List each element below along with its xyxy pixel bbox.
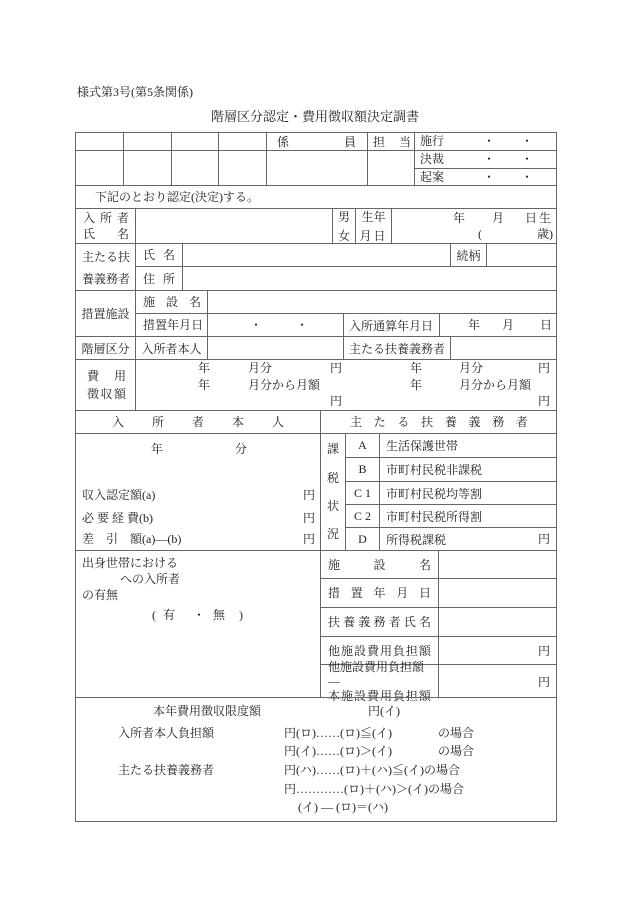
date-separator: ・ [483, 134, 496, 148]
heading-char: 扶 [421, 415, 434, 429]
other-facility-name-label [320, 550, 439, 579]
other-facility-cost-field [438, 636, 557, 665]
label-line: 主たる扶 [82, 249, 131, 264]
choice-separator: ・ [193, 608, 206, 622]
label-char: 住 [143, 271, 156, 286]
age-open-paren: ( [478, 227, 482, 241]
origin-text-line: の有無 [82, 588, 119, 602]
cost-difference-field [438, 664, 557, 698]
resident-burden-formula: 円(イ)……(ロ)＞(イ) [284, 744, 392, 758]
staff-label-char: 係 [277, 134, 290, 149]
date-separator: ・ [296, 318, 309, 332]
label-char: 所 [99, 211, 112, 225]
label-char: 措 [143, 318, 156, 332]
choice-yes: 有 [163, 608, 176, 622]
label-char: 費 [366, 643, 379, 658]
date-separator: ・ [521, 134, 534, 148]
origin-text-line: 出身世帯における [82, 556, 179, 570]
sex-female: 女 [337, 229, 350, 243]
label-char: 置 [350, 586, 363, 600]
label-line: 養義務者 [82, 271, 131, 286]
tax-desc-text: 市町村民税非課税 [386, 463, 483, 477]
condition-suffix: の場合 [438, 726, 475, 740]
label-char: 担 [405, 643, 418, 658]
placement-date-label [135, 313, 208, 337]
statement-row [75, 185, 557, 209]
approval-seal-box [218, 150, 267, 186]
label-char: 氏 [143, 248, 156, 262]
date-separator: ・ [521, 170, 534, 184]
tax-code [345, 481, 380, 505]
in-charge-label-char: 当 [398, 134, 411, 149]
label-line: 月日 [359, 229, 388, 243]
cumulative-label-text: 入所通算年月日 [349, 318, 434, 333]
label-char: 額 [418, 643, 431, 658]
tax-code [345, 457, 380, 482]
section-resident-header [75, 410, 321, 434]
label-char: 年 [167, 318, 180, 332]
month-unit: 月 [502, 318, 515, 332]
in-charge-label-char: 担 [373, 134, 386, 149]
approval-seal-cell [218, 132, 267, 151]
yen-unit: 円 [303, 511, 316, 525]
tax-desc [379, 433, 557, 458]
tax-code-text: D [358, 531, 367, 546]
label-char: 施 [143, 295, 156, 309]
guardian-address-label [135, 266, 183, 291]
label-char: 施 [328, 557, 341, 572]
label-char: 況 [327, 527, 340, 541]
relation-label [450, 243, 487, 267]
period-unit: 分 [235, 442, 248, 456]
resident-name-label [75, 208, 136, 244]
label-char: 設 [353, 643, 366, 658]
summary-equation: (イ) ― (ロ)＝(ハ) [298, 800, 388, 814]
stage-label: 決裁 [420, 152, 445, 166]
label-char: 氏 [83, 227, 96, 241]
limit-value: 円(イ) [368, 704, 400, 718]
year-unit: 年 [453, 211, 466, 225]
sex-label [332, 208, 356, 244]
label-char: 者 [388, 615, 401, 629]
cumulative-date-field [439, 313, 557, 337]
label-char: 設 [165, 295, 178, 309]
class-guardian-label [343, 336, 451, 360]
tax-code-text: B [358, 462, 367, 476]
relation-field [486, 243, 557, 267]
year-unit: 年 [198, 378, 211, 392]
age-unit: 歳) [537, 227, 553, 241]
label-char: 徴 [87, 387, 100, 401]
in-charge-label-cell [367, 132, 415, 151]
resident-name-field [135, 208, 333, 244]
stage-label: 施行 [420, 134, 445, 148]
choice-paren: ( [152, 608, 156, 622]
year-unit: 年 [198, 361, 211, 375]
label-char: 状 [327, 499, 340, 513]
tax-desc [379, 481, 557, 505]
month-unit: 月 [492, 211, 505, 225]
stage-label: 起案 [420, 170, 445, 184]
heading-char: 務 [492, 415, 505, 429]
summary-block [75, 697, 557, 822]
class-resident-label [135, 336, 208, 360]
label-char: 措 [328, 586, 341, 600]
fee-field [135, 359, 557, 411]
stage-decision [414, 150, 557, 169]
label-char: 養 [343, 615, 356, 629]
difference-row-label: 差 引 額(a)―(b) [82, 532, 182, 546]
label-char: 費 [87, 369, 100, 383]
heading-char: 者 [515, 415, 528, 429]
date-separator: ・ [521, 152, 534, 166]
placement-date-field [207, 313, 344, 337]
label-char: 務 [373, 615, 386, 629]
approval-seal-box [123, 150, 172, 186]
stage-draft [414, 168, 557, 186]
tax-code-text: C 1 [353, 485, 371, 500]
year-unit: 年 [410, 361, 423, 375]
fee-label [75, 359, 136, 411]
class-resident-field [207, 336, 344, 360]
label-char: 者 [116, 211, 129, 225]
day-unit: 日 [540, 318, 553, 332]
yen-unit: 円 [538, 361, 551, 375]
yen-unit: 円 [303, 532, 316, 546]
label-char: 置 [155, 318, 168, 332]
guardian-burden-formula: 円(ハ)……(ロ)＋(ハ)≦(イ)の場合 [284, 763, 460, 777]
date-separator: ・ [250, 318, 263, 332]
tax-desc [379, 504, 557, 528]
heading-char: 人 [271, 415, 284, 429]
label-char: 名 [116, 227, 129, 241]
condition-suffix: の場合 [438, 744, 475, 758]
class-label-text: 階層区分 [81, 341, 130, 356]
label-char: 年 [373, 586, 386, 600]
label-char: 負 [392, 643, 405, 658]
date-separator: ・ [483, 170, 496, 184]
label-char: 課 [327, 442, 340, 456]
tax-status-label [320, 433, 346, 551]
tax-code [345, 527, 380, 551]
guardian-burden-label: 主たる扶養義務者 [118, 763, 215, 777]
tax-code-text: A [358, 438, 367, 452]
yen-unit: 円 [330, 394, 343, 408]
guardian-label [75, 243, 136, 291]
label-char: 用 [379, 688, 392, 703]
facility-name-field [207, 290, 557, 314]
label-char: 設 [373, 557, 386, 572]
day-unit: 日生 [524, 211, 553, 225]
approval-seal-box [75, 150, 124, 186]
other-facility-date-label [320, 578, 439, 608]
approval-seal-cell [75, 132, 124, 151]
heading-char: 義 [468, 415, 481, 429]
label-char: 本 [328, 688, 341, 703]
sex-male: 男 [337, 210, 350, 224]
heading-char: 入 [112, 415, 125, 429]
approval-seal-cell [123, 132, 172, 151]
tax-desc-text: 市町村民税均等割 [386, 486, 483, 501]
label-char: 日 [418, 586, 431, 600]
heading-char: 養 [444, 415, 457, 429]
tax-desc [379, 457, 557, 482]
staff-seal-box [266, 150, 368, 186]
form-number: 様式第3号(第5条関係) [77, 85, 193, 99]
relation-label-text: 続柄 [456, 248, 481, 263]
income-row-label: 収入認定額(a) [82, 488, 156, 502]
label-char: 他 [328, 643, 341, 658]
label-char: 氏 [403, 615, 416, 629]
section-guardian-header [320, 410, 557, 434]
label-char: 月 [396, 586, 409, 600]
label-line: 他施設費用負担額― [328, 659, 425, 688]
label-char: 担 [405, 688, 418, 703]
other-guardian-name-label [320, 607, 439, 637]
label-char: 設 [353, 688, 366, 703]
month-unit: 月分 [459, 361, 484, 375]
page-title: 階層区分認定・費用徴収額決定調書 [210, 109, 419, 124]
tax-desc-text: 生活保護世帯 [386, 439, 459, 453]
yen-unit: 円 [537, 532, 550, 546]
class-label [75, 336, 136, 360]
guardian-burden-formula: 円…………(ロ)＋(ハ)＞(イ)の場合 [284, 782, 464, 796]
heading-char: 者 [191, 415, 204, 429]
year-unit: 年 [468, 318, 481, 332]
expense-row-label: 必 要 経 費(b) [82, 511, 153, 525]
guardian-name-label [135, 243, 183, 267]
year-unit: 年 [151, 442, 164, 456]
class-guardian-label-text: 主たる扶養義務者 [349, 341, 446, 356]
label-char: 所 [162, 271, 175, 286]
limit-label: 本年費用徴収限度額 [153, 704, 262, 718]
date-separator: ・ [483, 152, 496, 166]
label-char: 収 [100, 387, 113, 401]
label-char: 名 [418, 615, 431, 629]
month-from-unit: 月分から月額 [459, 378, 532, 392]
staff-label-char: 員 [343, 134, 356, 149]
tax-code [345, 504, 380, 528]
stage-enforcement [414, 132, 557, 151]
month-unit: 月分 [248, 361, 273, 375]
heading-char: 所 [151, 415, 164, 429]
yen-unit: 円 [303, 488, 316, 502]
label-char: 負 [392, 688, 405, 703]
other-facility-name-field [438, 550, 557, 579]
label-char: 用 [379, 643, 392, 658]
approval-seal-cell [171, 132, 219, 151]
tax-desc [379, 527, 557, 551]
approval-seal-box [171, 150, 219, 186]
label-char: 名 [418, 557, 431, 572]
label-char: 税 [327, 471, 340, 485]
label-char: 施 [340, 688, 353, 703]
origin-household-block [75, 550, 321, 698]
facility-name-label [135, 290, 208, 314]
origin-text-line: への入所者 [120, 572, 181, 586]
label-char: 名 [188, 295, 201, 309]
yen-unit: 円 [330, 361, 343, 375]
tax-desc-text: 市町村民税所得割 [386, 509, 483, 524]
birth-label [355, 208, 392, 244]
month-from-unit: 月分から月額 [248, 378, 321, 392]
label-char: 額 [113, 387, 126, 401]
heading-char: る [397, 415, 410, 429]
birth-date-field [391, 208, 557, 244]
label-char: 月 [179, 318, 192, 332]
year-unit: 年 [410, 378, 423, 392]
other-facility-date-field [438, 578, 557, 608]
label-char: 費 [366, 688, 379, 703]
resident-burden-formula: 円(ロ)……(ロ)≦(イ) [284, 726, 392, 740]
tax-code-text: C 2 [353, 508, 371, 523]
guardian-name-field [182, 243, 451, 267]
label-char: 日 [191, 318, 204, 332]
yen-unit: 円 [537, 644, 550, 658]
label-char: 入 [83, 211, 96, 225]
class-guardian-field [450, 336, 557, 360]
heading-char: 主 [350, 415, 363, 429]
tax-code [345, 433, 380, 458]
tax-desc-text: 所得税課税 [386, 532, 447, 547]
yen-unit: 円 [538, 394, 551, 408]
label-char: 名 [162, 248, 175, 262]
statement-text: 下記のとおり認定(決定)する。 [95, 190, 259, 204]
facility-label [75, 290, 136, 337]
staff-label-cell [266, 132, 368, 151]
label-line: 生年 [361, 210, 386, 224]
in-charge-seal-box [367, 150, 415, 186]
heading-char: 本 [231, 415, 244, 429]
other-guardian-name-field [438, 607, 557, 637]
label-char: 施 [340, 643, 353, 658]
cost-difference-label [320, 659, 439, 703]
label-char: 用 [113, 369, 126, 383]
label-char: 扶 [328, 615, 341, 629]
label-char: 額 [418, 688, 431, 703]
choice-no: 無 [213, 608, 226, 622]
cumulative-date-label [343, 313, 440, 337]
choice-paren: ) [239, 608, 243, 622]
guardian-address-field [182, 266, 557, 291]
yen-unit: 円 [537, 674, 550, 689]
resident-burden-label: 入所者本人負担額 [118, 726, 215, 740]
label-char: 義 [358, 615, 371, 629]
facility-label-text: 措置施設 [81, 307, 130, 321]
class-resident-label-text: 入所者本人 [141, 341, 202, 356]
income-block [75, 433, 321, 551]
heading-char: た [373, 415, 386, 429]
